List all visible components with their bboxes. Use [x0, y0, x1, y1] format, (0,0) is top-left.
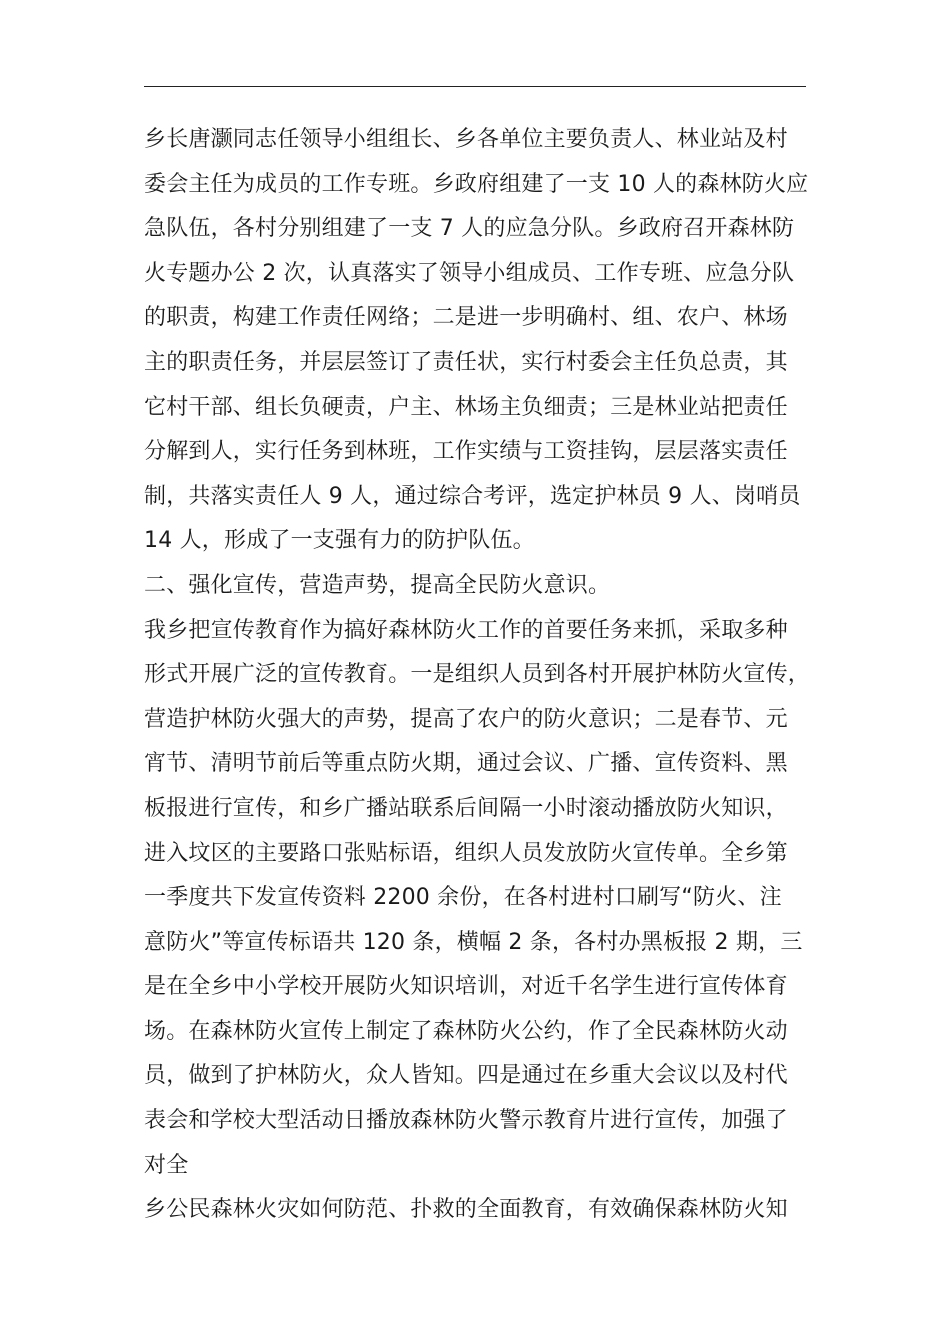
text-line: 乡公民森林火灾如何防范、扑救的全面教育，有效确保森林防火知: [144, 1197, 788, 1223]
text-line: 14 人，形成了一支强有力的防护队伍。: [144, 528, 535, 554]
text-line: 它村干部、组长负硬责，户主、林场主负细责；三是林业站把责任: [144, 394, 788, 420]
text-line: 是在全乡中小学校开展防火知识培训，对近千名学生进行宣传体育: [144, 974, 788, 1000]
text-line: 火专题办公 2 次，认真落实了领导小组成员、工作专班、应急分队: [144, 260, 795, 286]
text-line: 乡长唐灏同志任领导小组组长、乡各单位主要负责人、林业站及村: [144, 127, 788, 152]
text-line: 宵节、清明节前后等重点防火期，通过会议、广播、宣传资料、黑: [144, 751, 788, 777]
body-text: [144, 118, 816, 1233]
text-line: 的职责，构建工作责任网络；二是进一步明确村、组、农户、林场: [144, 305, 788, 331]
section-heading: 二、强化宣传，营造声势，提高全民防火意识。: [144, 572, 611, 598]
text-line: 营造护林防火强大的声势，提高了农户的防火意识；二是春节、元: [144, 706, 788, 732]
header-rule: [144, 86, 806, 87]
text-line: 我乡把宣传教育作为搞好森林防火工作的首要任务来抓，采取多种: [144, 617, 788, 643]
text-line: 对全: [144, 1152, 189, 1178]
text-line: 一季度共下发宣传资料 2200 余份，在各村进村口刷写“防火、注: [144, 885, 782, 911]
text-line: 进入坟区的主要路口张贴标语，组织人员发放防火宣传单。全乡第: [144, 840, 788, 866]
text-line: 员，做到了护林防火，众人皆知。四是通过在乡重大会议以及村代: [144, 1063, 788, 1089]
text-line: 意防火”等宣传标语共 120 条，横幅 2 条，各村办黑板报 2 期，三: [144, 929, 803, 955]
text-line: 表会和学校大型活动日播放森林防火警示教育片进行宣传，加强了: [144, 1108, 788, 1134]
text-line: 场。在森林防火宣传上制定了森林防火公约，作了全民森林防火动: [144, 1018, 788, 1044]
text-line: 委会主任为成员的工作专班。乡政府组建了一支 10 人的森林防火应: [144, 171, 809, 197]
text-line: 主的职责任务，并层层签订了责任状，实行村委会主任负总责，其: [144, 349, 788, 375]
text-line: 分解到人，实行任务到林班，工作实绩与工资挂钩，层层落实责任: [144, 439, 788, 465]
text-line: 急队伍，各村分别组建了一支 7 人的应急分队。乡政府召开森林防: [144, 216, 795, 242]
text-line: 制，共落实责任人 9 人，通过综合考评，选定护林员 9 人、岗哨员: [144, 483, 801, 509]
text-line: 板报进行宣传，和乡广播站联系后间隔一小时滚动播放防火知识，: [144, 795, 788, 821]
text-line: 形式开展广泛的宣传教育。一是组织人员到各村开展护林防火宣传，: [144, 662, 811, 688]
